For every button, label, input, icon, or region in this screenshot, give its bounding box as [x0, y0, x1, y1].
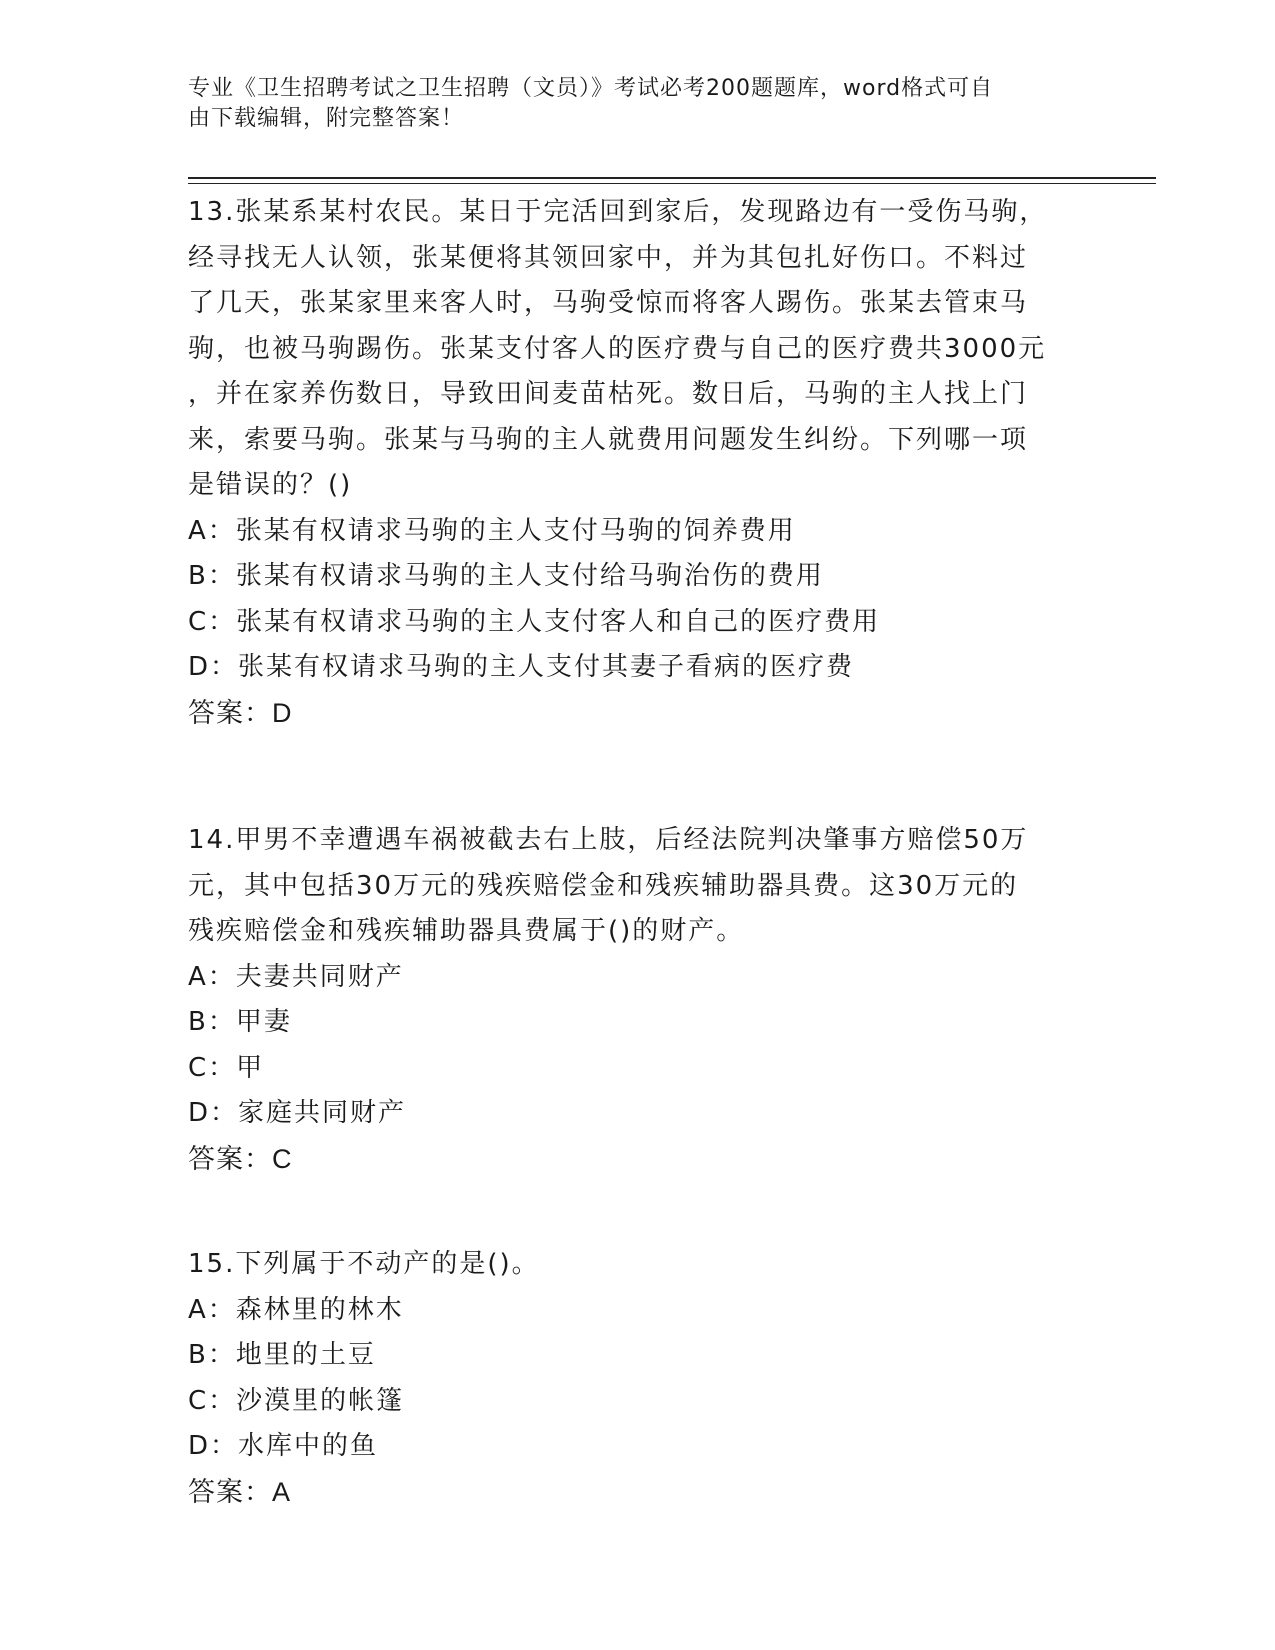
header-divider-thick: [188, 177, 1156, 179]
spacer: [188, 1182, 1088, 1242]
option-a: A：张某有权请求马驹的主人支付马驹的饲养费用: [188, 515, 796, 546]
option-b: B：地里的土豆: [188, 1340, 376, 1370]
spacer: [188, 736, 1088, 818]
answer-line: 答案：C: [188, 1143, 293, 1174]
option-a: A：夫妻共同财产: [188, 961, 404, 992]
answer-line: 答案：D: [188, 697, 293, 728]
question-14: [188, 818, 1088, 1182]
option-b: B：张某有权请求马驹的主人支付给马驹治伤的费用: [188, 561, 824, 591]
option-c: C：张某有权请求马驹的主人支付客人和自己的医疗费用: [188, 606, 881, 637]
question-stem-line: 来，索要马驹。张某与马驹的主人就费用问题发生纠纷。下列哪一项: [188, 424, 1029, 455]
question-stem-line: 15.下列属于不动产的是()。: [188, 1249, 540, 1279]
document-header: [188, 74, 1088, 134]
option-c: C：甲: [188, 1052, 265, 1083]
question-stem-line: ，并在家养伤数日，导致田间麦苗枯死。数日后，马驹的主人找上门: [188, 379, 1029, 409]
question-15: [188, 1242, 1088, 1515]
question-stem-line: 驹，也被马驹踢伤。张某支付客人的医疗费与自己的医疗费共3000元: [188, 333, 1047, 364]
header-line: 由下载编辑，附完整答案！: [188, 106, 465, 131]
answer-line: 答案：A: [188, 1476, 292, 1507]
question-stem-line: 是错误的？(): [188, 470, 353, 500]
question-stem-line: 13.张某系某村农民。某日于完活回到家后，发现路边有一受伤马驹，: [188, 197, 1048, 227]
option-a: A：森林里的林木: [188, 1294, 404, 1325]
question-stem-line: 经寻找无人认领，张某便将其领回家中，并为其包扎好伤口。不料过: [188, 242, 1029, 273]
question-list: [188, 190, 1088, 1515]
option-d: D：张某有权请求马驹的主人支付其妻子看病的医疗费: [188, 652, 855, 682]
option-c: C：沙漠里的帐篷: [188, 1385, 405, 1416]
option-d: D：水库中的鱼: [188, 1431, 379, 1461]
question-stem-line: 了几天，张某家里来客人时，马驹受惊而将客人踢伤。张某去管束马: [188, 288, 1029, 318]
question-stem-line: 残疾赔偿金和残疾辅助器具费属于()的财产。: [188, 916, 745, 946]
option-d: D：家庭共同财产: [188, 1098, 407, 1128]
question-stem-line: 14.甲男不幸遭遇车祸被截去右上肢，后经法院判决肇事方赔偿50万: [188, 825, 1029, 855]
header-divider-thin: [188, 183, 1156, 184]
option-b: B：甲妻: [188, 1007, 292, 1037]
question-stem-line: 元，其中包括30万元的残疾赔偿金和残疾辅助器具费。这30万元的: [188, 870, 1019, 901]
question-13: [188, 190, 1088, 736]
header-line: 专业《卫生招聘考试之卫生招聘（文员）》考试必考200题题库，word格式可自: [188, 76, 994, 101]
